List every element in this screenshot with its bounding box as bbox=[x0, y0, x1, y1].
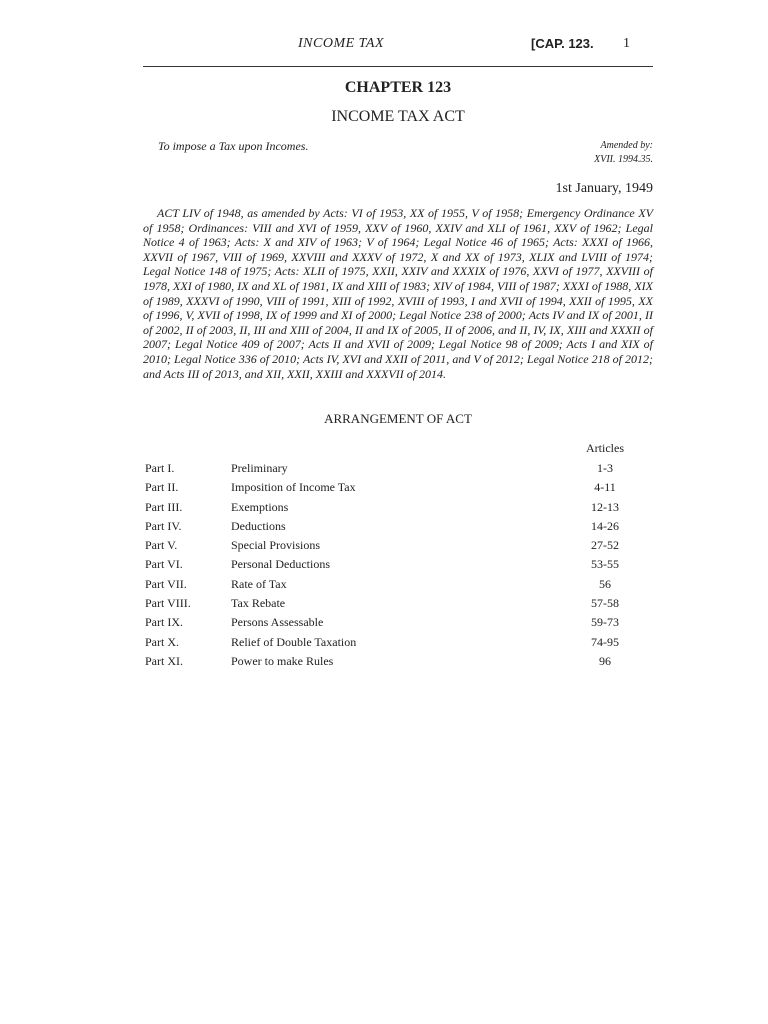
part-label: Part III. bbox=[145, 499, 183, 514]
table-row bbox=[145, 536, 653, 555]
part-title: Special Provisions bbox=[231, 538, 320, 553]
running-header-title: INCOME TAX bbox=[298, 36, 385, 51]
header-divider bbox=[143, 66, 653, 67]
part-label: Part VIII. bbox=[145, 596, 191, 611]
part-title: Persons Assessable bbox=[231, 615, 324, 630]
part-articles: 96 bbox=[599, 653, 611, 668]
part-articles: 27-52 bbox=[591, 538, 619, 553]
part-articles: 59-73 bbox=[591, 615, 619, 630]
table-row bbox=[145, 459, 653, 478]
chapter-number: CHAPTER 123 bbox=[344, 79, 452, 96]
table-row bbox=[145, 478, 653, 497]
act-purpose: To impose a Tax upon Incomes. bbox=[158, 139, 309, 153]
table-row bbox=[145, 613, 653, 632]
amendment-reference: XVII. 1994.35. bbox=[594, 154, 653, 165]
page-number: 1 bbox=[623, 36, 630, 51]
table-row bbox=[145, 498, 653, 517]
part-articles: 14-26 bbox=[591, 518, 619, 533]
table-row bbox=[145, 517, 653, 536]
table-row bbox=[145, 652, 653, 671]
part-title: Preliminary bbox=[231, 461, 288, 475]
table-row bbox=[145, 633, 653, 652]
part-label: Part II. bbox=[145, 480, 179, 495]
table-row bbox=[145, 575, 653, 594]
part-title: Deductions bbox=[231, 518, 286, 533]
part-label: Part I. bbox=[145, 461, 175, 475]
part-title: Imposition of Income Tax bbox=[231, 480, 356, 495]
part-label: Part VI. bbox=[145, 557, 183, 572]
part-title: Relief of Double Taxation bbox=[231, 634, 357, 649]
amendment-note bbox=[543, 139, 653, 167]
commencement-date: 1st January, 1949 bbox=[555, 181, 653, 196]
part-label: Part V. bbox=[145, 538, 178, 553]
part-label: Part X. bbox=[145, 634, 179, 649]
running-header-cap: [CAP. 123. bbox=[531, 36, 594, 51]
part-label: Part IX. bbox=[145, 615, 183, 630]
table-row bbox=[145, 594, 653, 613]
part-label: Part VII. bbox=[145, 576, 187, 591]
part-articles: 1-3 bbox=[597, 461, 613, 475]
part-label: Part XI. bbox=[145, 653, 183, 668]
part-articles: 53-55 bbox=[591, 557, 619, 572]
part-articles: 74-95 bbox=[591, 634, 619, 649]
part-title: Rate of Tax bbox=[231, 576, 287, 591]
part-title: Personal Deductions bbox=[231, 557, 330, 572]
running-header bbox=[143, 36, 653, 56]
part-title: Exemptions bbox=[231, 499, 289, 514]
part-title: Tax Rebate bbox=[231, 596, 286, 611]
arrangement-table bbox=[145, 459, 653, 671]
legislative-history: ACT LIV of 1948, as amended by Acts: VI of 1953, XX of 1955, V of 1958; Emergency Ordinance XV of 1958; Ordinances: VIII and XVI of 1959, XXV of 1960, XXIV and XLI of 1961, XXV of 1962; Legal Notice 4 of 1963; Acts: X and XIV of 1963; V of 1964; Legal Notice 46 of 1965; Acts: XXXI of 1966, XXVII of 1967, VIII of 1969, XXVIII and XXXV of 1972, X and XX of 1973, XLIX and LVIII of 1974; Legal Notice 148 of 1975; Acts: XLII of 1975, XXII, XXIV and XXXIX of 1976, XXVI of 1977, XXVIII of 1978, XXI of 1980, IX and XL of 1981, IX and XIII of 1983; XIV of 1984, VIII of 1987; XXXI of 1988, XIX of 1989, XXXVI of 1990, VIII of 1991, XIII of 1992, XVIII of 1993, I and XVII of 1994, XXII of 1995, XX of 1996, V, XVII of 1998, IX of 1999 and XI of 2000; Legal Notice 238 of 2000; Acts IV and IX of 2001, II of 2002, II of 2003, II, III and XIII of 2004, II and IX of 2005, II of 2006, and II, IV, IX, XIII and XXXII of 2007; Legal Notice 409 of 2007; Acts II and XVII of 2009; Legal Notice 98 of 2009; Acts I and XIX of 2010; Legal Notice 336 of 2010; Acts IV, XVI and XXII of 2011, and V of 2012; Legal Notice 218 of 2012; and Acts III of 2013, and XII, XXII, XXIII and XXXVII of 2014. bbox=[143, 206, 653, 381]
part-title: Power to make Rules bbox=[231, 653, 334, 668]
act-title: INCOME TAX ACT bbox=[331, 108, 465, 125]
part-articles: 12-13 bbox=[591, 499, 619, 514]
arrangement-heading: ARRANGEMENT OF ACT bbox=[324, 411, 472, 426]
part-articles: 4-11 bbox=[594, 480, 616, 495]
part-articles: 56 bbox=[599, 576, 611, 591]
part-label: Part IV. bbox=[145, 518, 182, 533]
amendment-label: Amended by: bbox=[600, 140, 653, 151]
part-articles: 57-58 bbox=[591, 596, 619, 611]
articles-column-header: Articles bbox=[586, 441, 624, 455]
table-row bbox=[145, 555, 653, 574]
